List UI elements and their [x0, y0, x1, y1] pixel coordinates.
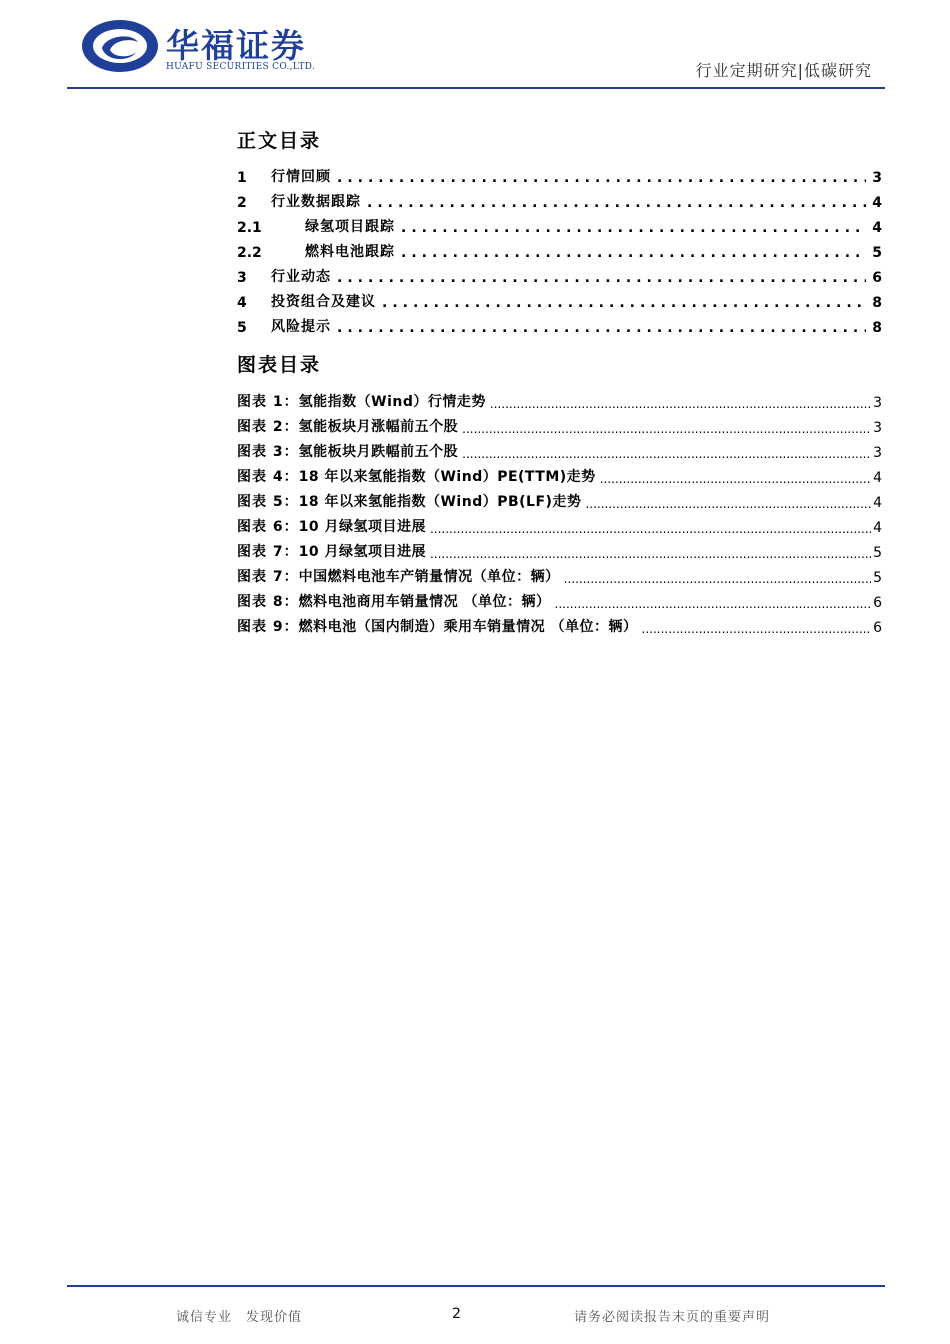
toc-item[interactable] — [237, 264, 882, 286]
figure-item-prefix: 图表 8： — [237, 594, 299, 610]
page-header — [0, 0, 950, 90]
figure-item-page: 3 — [873, 395, 882, 411]
figure-leader — [600, 472, 871, 486]
toc-item[interactable] — [237, 164, 882, 186]
figure-item-prefix: 图表 5： — [237, 494, 299, 510]
toc-item-page: 6 — [872, 270, 882, 286]
figure-item-title: 10 月绿氢项目进展 — [298, 519, 426, 535]
figure-leader — [555, 597, 872, 611]
figure-item-title: 中国燃料电池车产销量情况（单位：辆） — [298, 569, 560, 585]
figure-item-title: 氢能板块月跌幅前五个股 — [298, 444, 459, 460]
figure-item-page: 4 — [873, 520, 882, 536]
figure-item[interactable] — [237, 539, 882, 561]
figure-item-title: 氢能板块月涨幅前五个股 — [298, 419, 459, 435]
toc-item[interactable] — [237, 289, 882, 311]
toc-item-page: 4 — [872, 220, 882, 236]
figure-item-page: 6 — [873, 595, 882, 611]
toc-item[interactable] — [237, 189, 882, 211]
toc-item[interactable] — [237, 314, 882, 336]
toc-item-number: 5 — [237, 320, 247, 336]
toc-item-label: 行业动态 — [271, 269, 331, 285]
toc-leader — [382, 295, 866, 311]
figure-item-page: 3 — [873, 445, 882, 461]
toc-title: 正文目录 — [237, 130, 322, 152]
figure-item[interactable] — [237, 464, 882, 486]
toc-item-number: 2.1 — [237, 220, 262, 236]
figure-item-prefix: 图表 4： — [237, 469, 299, 485]
figure-item-prefix: 图表 3： — [237, 444, 299, 460]
toc-item-number: 2.2 — [237, 245, 262, 261]
figure-item-page: 5 — [873, 545, 882, 561]
figure-item[interactable] — [237, 614, 882, 636]
toc-item-page: 4 — [872, 195, 882, 211]
report-type: 行业定期研究|低碳研究 — [695, 61, 872, 80]
figure-leader — [430, 522, 871, 536]
figure-item-prefix: 图表 7： — [237, 544, 299, 560]
figure-item[interactable] — [237, 389, 882, 411]
toc-leader — [367, 195, 866, 211]
figure-item-title: 氢能指数（Wind）行情走势 — [298, 394, 486, 410]
figure-item[interactable] — [237, 589, 882, 611]
toc-item-label: 行业数据跟踪 — [271, 194, 361, 210]
figure-item-prefix: 图表 2： — [237, 419, 299, 435]
toc-item-label: 投资组合及建议 — [271, 294, 376, 310]
footer-slogan: 诚信专业 发现价值 — [176, 1310, 303, 1325]
figure-leader — [430, 547, 871, 561]
figure-item[interactable] — [237, 414, 882, 436]
toc-leader — [337, 270, 866, 286]
figure-item-title: 燃料电池（国内制造）乘用车销量情况 （单位：辆） — [298, 619, 638, 635]
toc-item-label: 燃料电池跟踪 — [305, 244, 395, 260]
toc-item-number: 4 — [237, 295, 247, 311]
toc-item-number: 1 — [237, 170, 247, 186]
figure-leader — [642, 622, 872, 636]
figure-item[interactable] — [237, 439, 882, 461]
header-divider — [67, 87, 885, 89]
huafu-logo-icon — [80, 18, 160, 74]
figure-item-page: 5 — [873, 570, 882, 586]
toc-item-label: 行情回顾 — [271, 169, 331, 185]
figure-item-page: 3 — [873, 420, 882, 436]
toc-item-label: 绿氢项目跟踪 — [305, 219, 395, 235]
figures-title: 图表目录 — [237, 354, 322, 376]
toc-leader — [401, 220, 866, 236]
figure-item-prefix: 图表 6： — [237, 519, 299, 535]
logo-text-cn: 华福证券 — [166, 26, 306, 65]
figure-item[interactable] — [237, 564, 882, 586]
figure-item-title: 燃料电池商用车销量情况 （单位：辆） — [298, 594, 551, 610]
toc-item-number: 3 — [237, 270, 247, 286]
figure-leader — [585, 497, 871, 511]
company-logo — [80, 18, 320, 78]
footer-disclaimer: 请务必阅读报告末页的重要声明 — [574, 1310, 771, 1325]
toc-leader — [337, 170, 866, 186]
figure-item-page: 6 — [873, 620, 882, 636]
toc-item[interactable] — [237, 239, 882, 261]
figure-item[interactable] — [237, 514, 882, 536]
page-number: 2 — [452, 1306, 461, 1322]
toc-item-page: 8 — [872, 295, 882, 311]
toc-leader — [337, 320, 866, 336]
footer-divider — [67, 1285, 885, 1287]
figure-leader — [490, 397, 871, 411]
figure-item-prefix: 图表 7： — [237, 569, 299, 585]
toc-leader — [401, 245, 866, 261]
toc-item-number: 2 — [237, 195, 247, 211]
figure-item[interactable] — [237, 489, 882, 511]
figure-leader — [564, 572, 871, 586]
figure-item-title: 18 年以来氢能指数（Wind）PB(LF)走势 — [298, 494, 582, 510]
toc-item-label: 风险提示 — [271, 319, 331, 335]
toc-item-page: 5 — [872, 245, 882, 261]
figure-item-page: 4 — [873, 495, 882, 511]
toc-item-page: 8 — [872, 320, 882, 336]
toc-item-page: 3 — [872, 170, 882, 186]
figure-item-title: 10 月绿氢项目进展 — [298, 544, 426, 560]
figure-item-prefix: 图表 1： — [237, 394, 299, 410]
figure-item-prefix: 图表 9： — [237, 619, 299, 635]
logo-text-en: HUAFU SECURITIES CO.,LTD. — [166, 62, 315, 72]
figure-leader — [462, 447, 871, 461]
toc-item[interactable] — [237, 214, 882, 236]
figure-item-title: 18 年以来氢能指数（Wind）PE(TTM)走势 — [298, 469, 596, 485]
figure-item-page: 4 — [873, 470, 882, 486]
figure-leader — [462, 422, 871, 436]
